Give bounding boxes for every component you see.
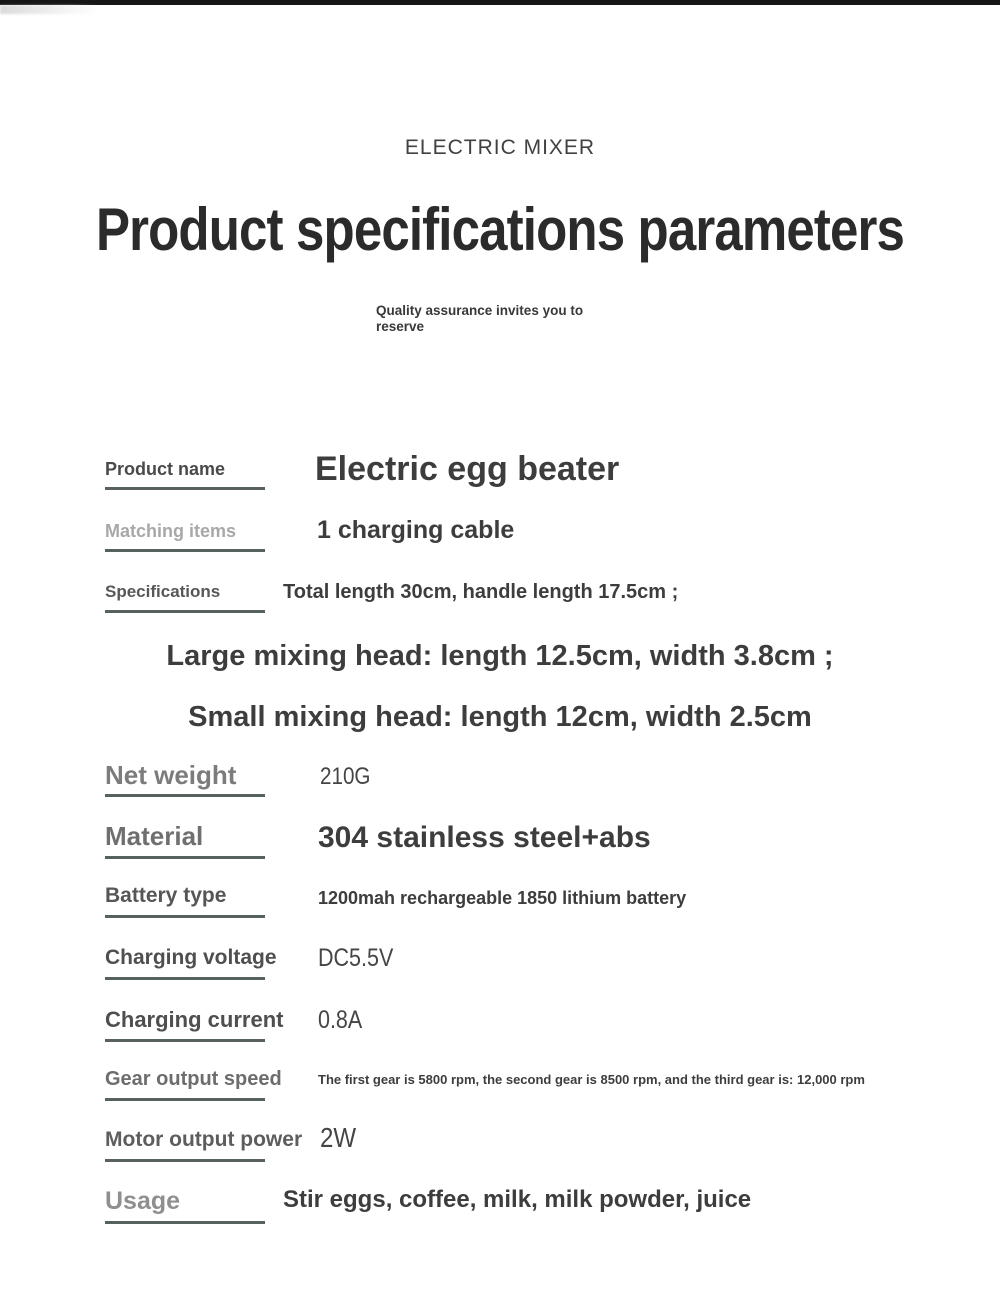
spec-underline-material (105, 856, 265, 859)
spec-label-net-weight: Net weight (105, 760, 237, 790)
page-title: Product specifications parameters (95, 196, 905, 263)
spec-underline-matching-items (105, 549, 265, 552)
small-mixing-head-line: Small mixing head: length 12cm, width 2.5cm (188, 701, 812, 733)
spec-label-specifications: Specifications (105, 582, 221, 601)
spec-value-charging-voltage: DC5.5V (318, 944, 394, 972)
subtitle: Quality assurance invites you to reserve (376, 303, 584, 334)
spec-underline-usage (105, 1221, 265, 1224)
top-edge-bar (0, 0, 1000, 5)
spec-value-matching-items: 1 charging cable (317, 516, 515, 544)
spec-value-net-weight: 210G (320, 763, 371, 790)
spec-value-material: 304 stainless steel+abs (318, 821, 651, 854)
spec-label-material: Material (105, 821, 204, 851)
spec-underline-battery-type (105, 915, 265, 918)
spec-label-motor-output-power: Motor output power (105, 1128, 303, 1151)
spec-underline-motor-output-power (105, 1159, 265, 1162)
brand-text: ELECTRIC MIXER (404, 136, 596, 159)
spec-value-motor-output-power: 2W (320, 1122, 357, 1153)
spec-value-product-name: Electric egg beater (315, 450, 620, 488)
spec-value-battery-type: 1200mah rechargeable 1850 lithium battery (318, 888, 687, 908)
spec-label-charging-voltage: Charging voltage (105, 946, 277, 969)
spec-label-gear-output-speed: Gear output speed (105, 1068, 282, 1090)
spec-label-matching-items: Matching items (105, 521, 237, 541)
spec-label-product-name: Product name (105, 459, 226, 479)
large-mixing-head-line: Large mixing head: length 12.5cm, width 3.8cm ; (166, 640, 834, 672)
spec-underline-product-name (105, 487, 265, 490)
spec-underline-charging-current (105, 1039, 265, 1042)
spec-value-charging-current: 0.8A (318, 1006, 363, 1034)
spec-underline-net-weight (105, 794, 265, 797)
spec-label-charging-current: Charging current (105, 1007, 284, 1032)
spec-value-specifications: Total length 30cm, handle length 17.5cm ; (283, 581, 679, 603)
spec-underline-charging-voltage (105, 977, 265, 980)
spec-label-battery-type: Battery type (105, 884, 227, 907)
spec-value-usage: Stir eggs, coffee, milk, milk powder, juice (283, 1186, 752, 1213)
spec-underline-gear-output-speed (105, 1098, 265, 1101)
spec-value-gear-output-speed: The first gear is 5800 rpm, the second gear is 8500 rpm, and the third gear is: 12,000 rpm (318, 1072, 865, 1087)
spec-underline-specifications (105, 610, 265, 613)
spec-label-usage: Usage (105, 1187, 181, 1215)
top-left-smudge (0, 5, 100, 14)
